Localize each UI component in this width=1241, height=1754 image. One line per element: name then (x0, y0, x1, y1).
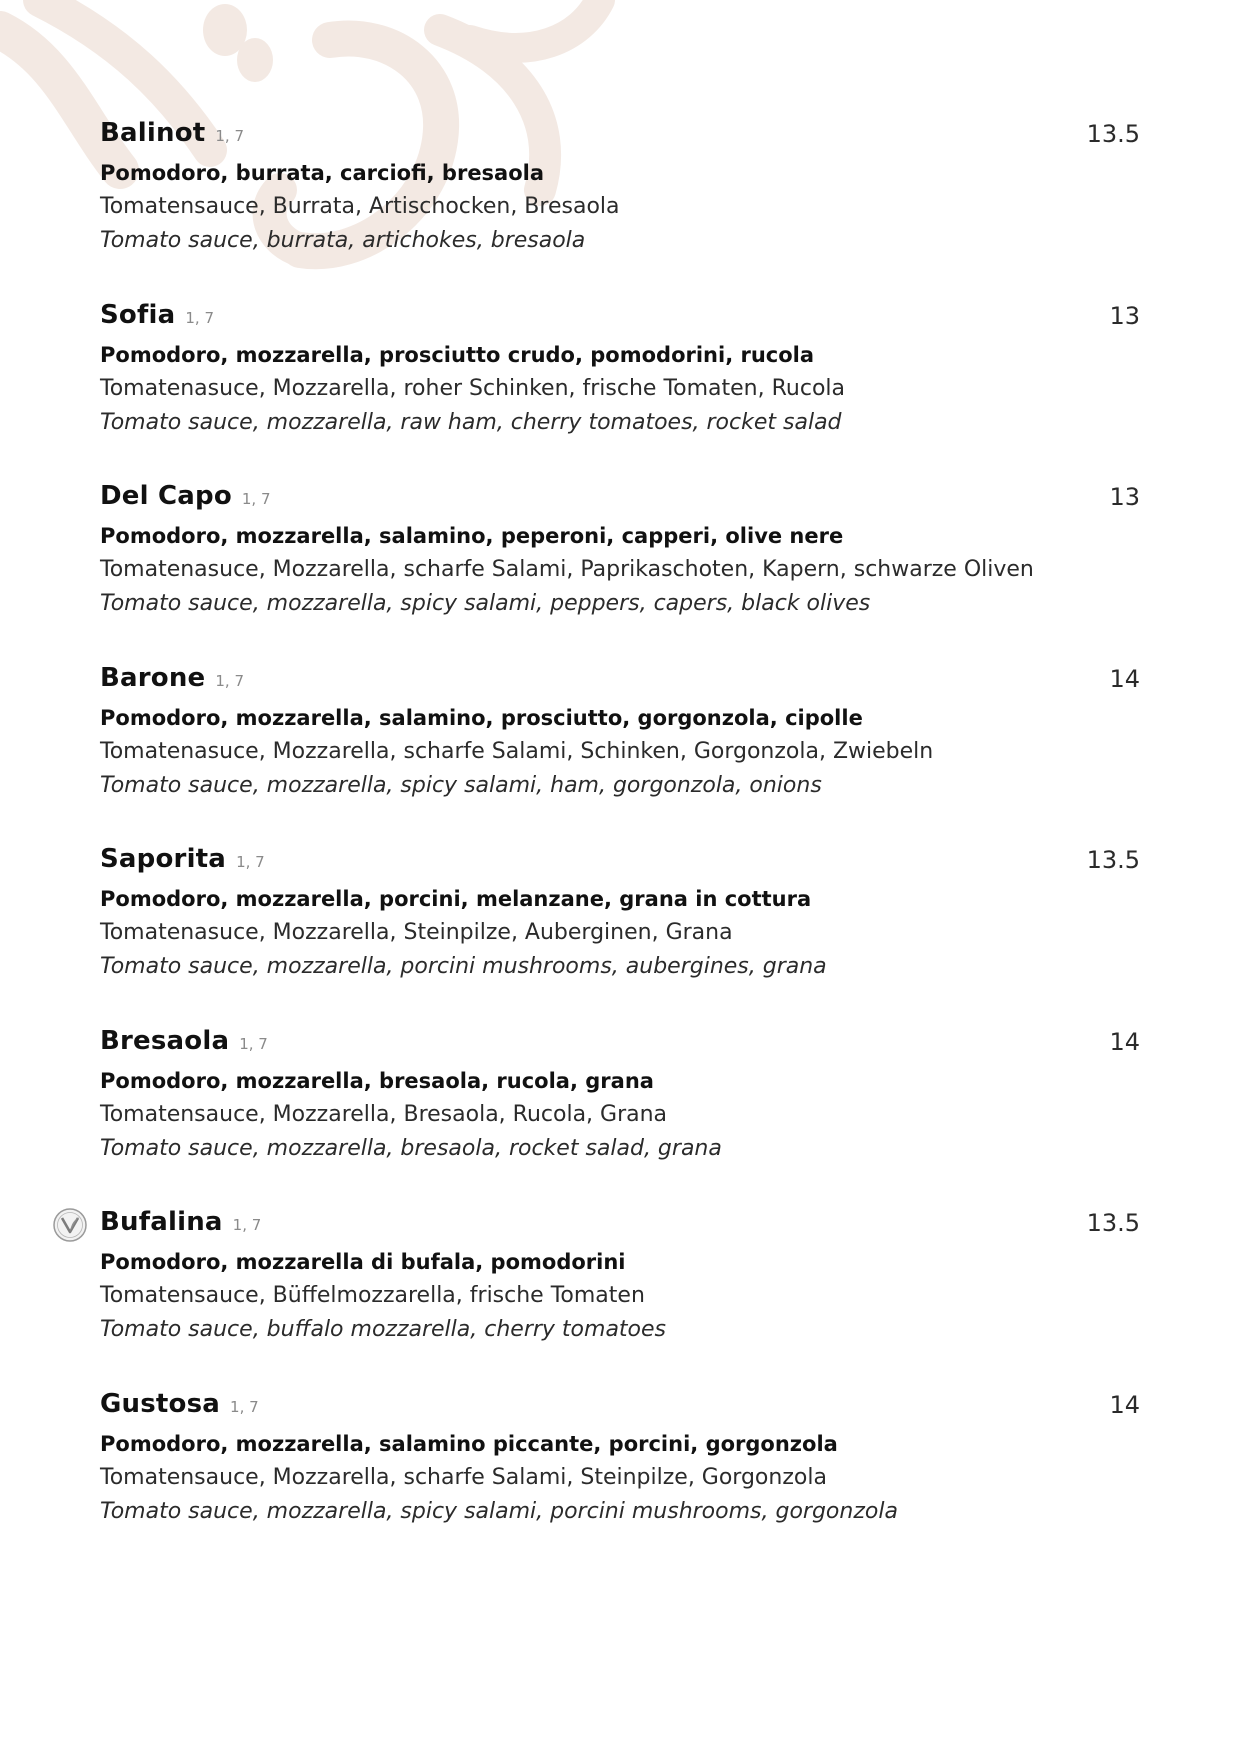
dish-description-german: Tomatenasuce, Mozzarella, Steinpilze, Auberginen, Grana (100, 920, 733, 945)
menu-item (100, 118, 1140, 300)
dish-price: 14 (1109, 664, 1140, 693)
dish-name: Sofia (100, 299, 176, 330)
dish-name: Saporita (100, 844, 227, 874)
menu-item (100, 300, 1140, 482)
dish-allergens: 1, 7 (185, 308, 214, 327)
dish-price: 13.5 (1086, 846, 1140, 874)
dish-allergens: 1, 7 (239, 1034, 268, 1053)
dish-name: Gustosa (100, 1388, 221, 1419)
dish-allergens: 1, 7 (215, 671, 245, 690)
vegetarian-icon (52, 1207, 88, 1243)
dish-allergens: 1, 7 (236, 853, 265, 871)
menu-item (100, 844, 1140, 1026)
menu-item (100, 663, 1140, 845)
dish-allergens: 1, 7 (230, 1397, 259, 1416)
dish-description-italian: Pomodoro, mozzarella, bresaola, rucola, grana (100, 1068, 654, 1093)
dish-description-english: Tomato sauce, mozzarella, spicy salami, peppers, capers, black olives (100, 591, 871, 616)
menu-item (100, 1026, 1140, 1208)
dish-description-italian: Pomodoro, mozzarella, salamino, prosciutto, gorgonzola, cipolle (100, 705, 863, 730)
dish-description-english: Tomato sauce, mozzarella, porcini mushrooms, aubergines, grana (100, 954, 827, 979)
menu-item (100, 1389, 1140, 1571)
dish-allergens: 1, 7 (232, 1216, 262, 1234)
dish-allergens: 1, 7 (215, 127, 245, 145)
dish-description-italian: Pomodoro, mozzarella, prosciutto crudo, pomodorini, rucola (100, 342, 815, 367)
dish-price: 13.5 (1086, 1209, 1140, 1237)
dish-name: Del Capo (100, 481, 232, 511)
dish-description-german: Tomatensauce, Burrata, Artischocken, Bresaola (100, 194, 620, 219)
dish-description-english: Tomato sauce, burrata, artichokes, bresaola (100, 228, 586, 253)
dish-price: 14 (1109, 1390, 1140, 1419)
dish-name: Balinot (100, 118, 206, 148)
dish-description-german: Tomatensauce, Mozzarella, scharfe Salami, Steinpilze, Gorgonzola (100, 1464, 827, 1490)
dish-description-german: Tomatensauce, Büffelmozzarella, frische Tomaten (100, 1283, 645, 1308)
dish-name: Barone (100, 662, 206, 693)
dish-description-english: Tomato sauce, mozzarella, spicy salami, porcini mushrooms, gorgonzola (100, 1498, 898, 1524)
dish-price: 13 (1109, 483, 1140, 511)
dish-name: Bresaola (100, 1025, 230, 1056)
dish-price: 14 (1109, 1027, 1140, 1056)
pizza-menu (100, 118, 1140, 1570)
dish-description-german: Tomatenasuce, Mozzarella, roher Schinken, frische Tomaten, Rucola (100, 375, 845, 401)
dish-description-italian: Pomodoro, mozzarella di bufala, pomodorini (100, 1250, 626, 1274)
dish-allergens: 1, 7 (241, 490, 271, 508)
dish-description-italian: Pomodoro, mozzarella, salamino piccante, porcini, gorgonzola (100, 1431, 838, 1456)
dish-description-italian: Pomodoro, mozzarella, salamino, peperoni, capperi, olive nere (100, 524, 844, 548)
menu-item (100, 1207, 1140, 1389)
dish-description-italian: Pomodoro, burrata, carciofi, bresaola (100, 161, 545, 185)
dish-description-italian: Pomodoro, mozzarella, porcini, melanzane, grana in cottura (100, 887, 812, 911)
dish-description-english: Tomato sauce, mozzarella, spicy salami, ham, gorgonzola, onions (100, 772, 822, 798)
dish-name: Bufalina (100, 1207, 223, 1237)
menu-item (100, 481, 1140, 663)
dish-description-english: Tomato sauce, mozzarella, raw ham, cherry tomatoes, rocket salad (100, 409, 842, 435)
dish-description-german: Tomatensauce, Mozzarella, Bresaola, Rucola, Grana (100, 1101, 668, 1127)
dish-description-english: Tomato sauce, buffalo mozzarella, cherry tomatoes (100, 1317, 667, 1342)
dish-price: 13 (1109, 301, 1140, 330)
dish-price: 13.5 (1086, 120, 1140, 148)
dish-description-english: Tomato sauce, mozzarella, bresaola, rocket salad, grana (100, 1135, 722, 1161)
dish-description-german: Tomatenasuce, Mozzarella, scharfe Salami, Schinken, Gorgonzola, Zwiebeln (100, 738, 934, 764)
dish-description-german: Tomatenasuce, Mozzarella, scharfe Salami, Paprikaschoten, Kapern, schwarze Oliven (100, 557, 1034, 582)
